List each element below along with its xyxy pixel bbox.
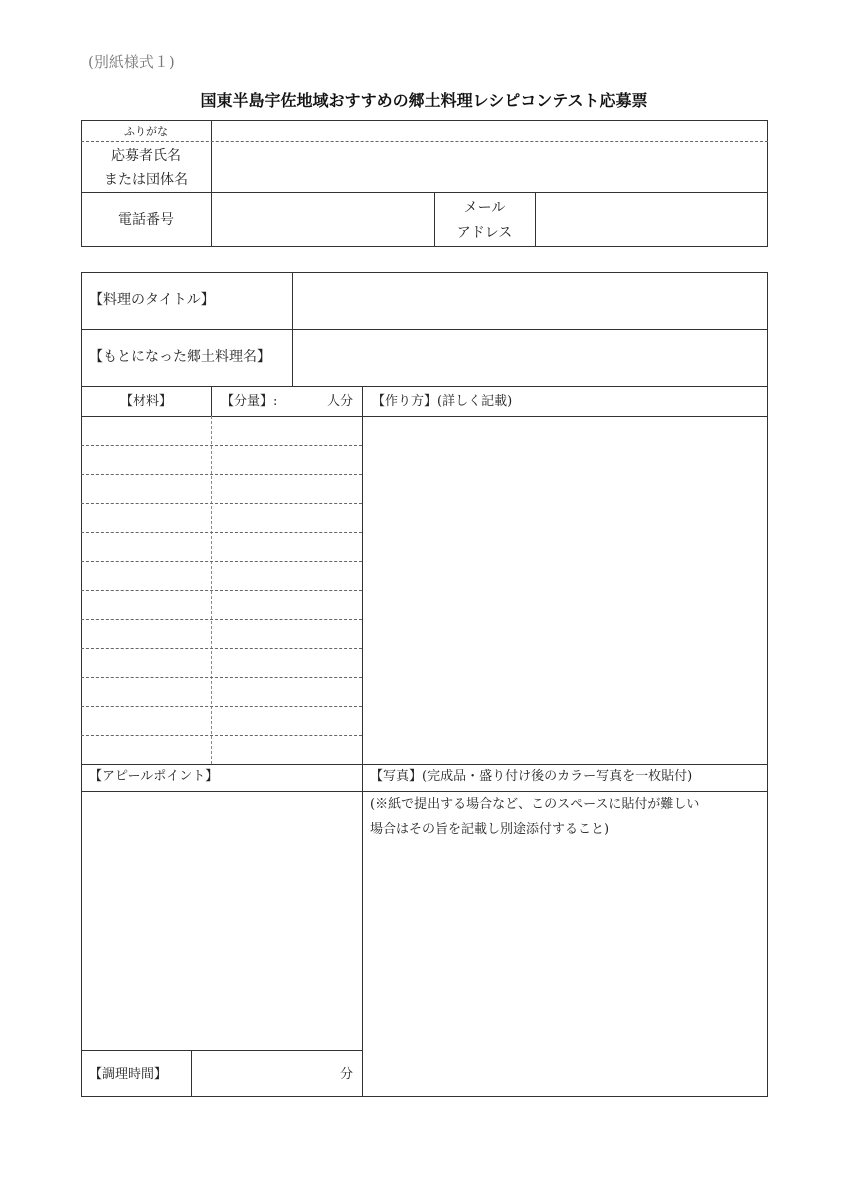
dish-title-field[interactable] bbox=[294, 273, 766, 328]
appeal-header-divider bbox=[81, 791, 363, 792]
ingredient-row-line bbox=[81, 561, 362, 562]
origin-dish-label: 【もとになった郷土料理名】 bbox=[89, 349, 271, 365]
header-row-divider bbox=[81, 416, 768, 417]
origin-row-divider bbox=[81, 386, 768, 387]
ingredients-header: 【材料】 bbox=[119, 394, 172, 409]
ingredient-row-line bbox=[81, 648, 362, 649]
cooking-time-top-divider bbox=[81, 1050, 363, 1051]
title-row-divider bbox=[81, 329, 768, 330]
origin-dish-field[interactable] bbox=[294, 331, 766, 385]
form-number-note: (別紙様式１) bbox=[88, 53, 175, 71]
furigana-field[interactable] bbox=[213, 121, 766, 140]
center-column-divider bbox=[362, 386, 363, 1097]
servings-unit: 人分 bbox=[327, 394, 354, 409]
form-title: 国東半島宇佐地域おすすめの郷土料理レシピコンテスト応募票 bbox=[200, 91, 648, 110]
amount-header: 【分量】: bbox=[221, 394, 278, 409]
ingredient-row-line bbox=[81, 706, 362, 707]
email-label-right-divider bbox=[535, 192, 536, 247]
cooking-time-label-divider bbox=[191, 1050, 192, 1097]
ingredient-row-line bbox=[81, 532, 362, 533]
ingredient-row-line bbox=[81, 445, 362, 446]
ingredient-row-line bbox=[81, 503, 362, 504]
method-header: 【作り方】(詳しく記載) bbox=[372, 394, 513, 409]
phone-label: 電話番号 bbox=[118, 212, 174, 228]
applicant-label-divider bbox=[211, 120, 212, 247]
method-field[interactable] bbox=[365, 418, 766, 762]
dish-title-label: 【料理のタイトル】 bbox=[89, 292, 215, 308]
furigana-label: ふりがな bbox=[124, 125, 168, 138]
ingredients-bottom-divider bbox=[81, 764, 768, 765]
cooking-time-field[interactable] bbox=[194, 1052, 334, 1095]
applicant-name-field[interactable] bbox=[213, 143, 766, 191]
ingredient-row-line bbox=[81, 474, 362, 475]
email-label-line2: アドレス bbox=[456, 225, 513, 241]
applicant-name-label-line2: または団体名 bbox=[104, 172, 188, 188]
ingredient-row-line bbox=[81, 677, 362, 678]
ingredient-row-line bbox=[81, 590, 362, 591]
photo-header: 【写真】(完成品・盛り付け後のカラー写真を一枚貼付) bbox=[370, 769, 693, 784]
ingredient-row-line bbox=[81, 735, 362, 736]
phone-field[interactable] bbox=[213, 194, 433, 246]
minutes-unit: 分 bbox=[340, 1067, 354, 1082]
email-label-line1: メール bbox=[463, 200, 506, 216]
appeal-point-field[interactable] bbox=[83, 793, 361, 1048]
photo-note-line2: 場合はその旨を記載し別途添付すること) bbox=[370, 822, 610, 837]
ingredient-row-line bbox=[81, 619, 362, 620]
photo-header-divider bbox=[362, 791, 768, 792]
appeal-point-header: 【アピールポイント】 bbox=[89, 769, 219, 784]
cooking-time-label: 【調理時間】 bbox=[89, 1067, 168, 1082]
name-row-divider bbox=[81, 192, 768, 193]
email-field[interactable] bbox=[537, 194, 766, 246]
furigana-divider bbox=[81, 141, 768, 142]
servings-field[interactable] bbox=[283, 389, 325, 413]
amount-header-divider bbox=[211, 386, 212, 416]
photo-note-line1: (※紙で提出する場合など、このスペースに貼付が難しい bbox=[370, 797, 700, 812]
applicant-name-label-line1: 応募者氏名 bbox=[111, 148, 181, 164]
